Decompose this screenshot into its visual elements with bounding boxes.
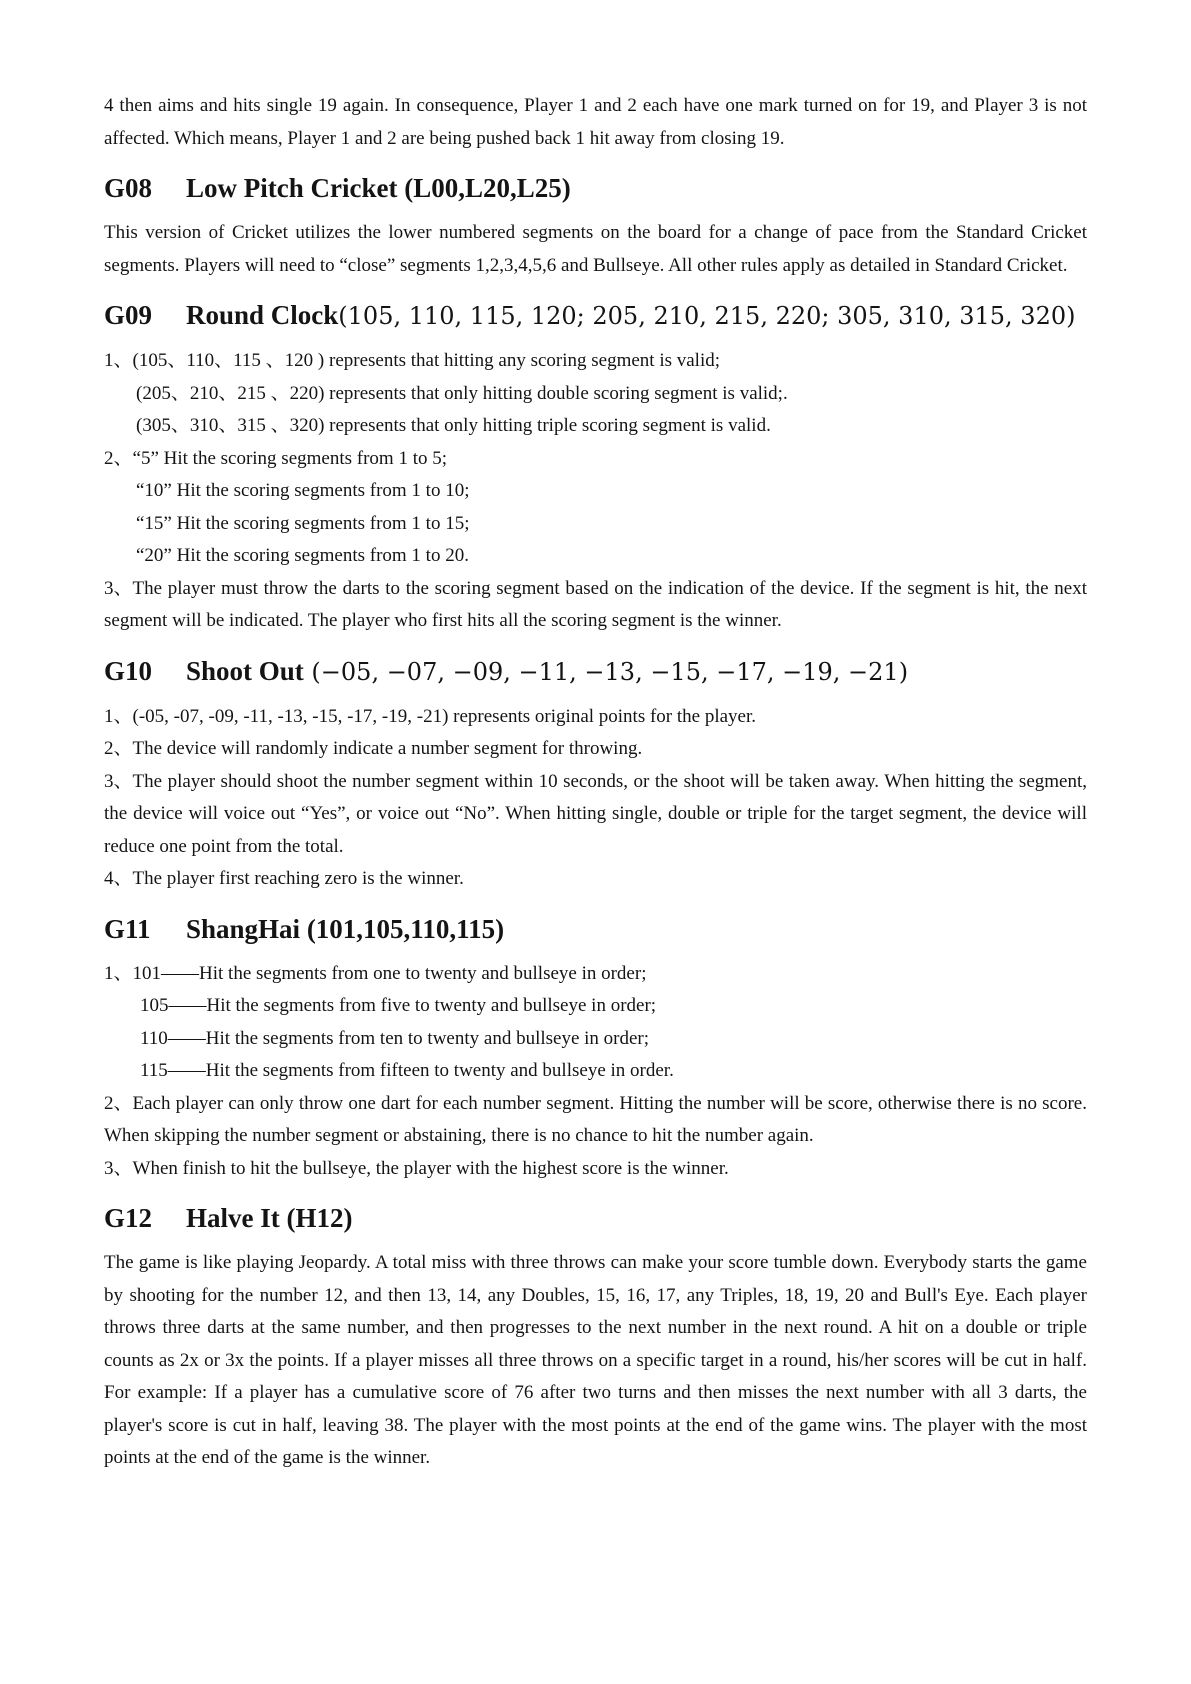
list-item — [104, 443, 1087, 476]
item-text: (-05, -07, -09, -11, -13, -15, -17, -19, -21) represents original points for the player. — [132, 705, 757, 727]
section-heading-g12 — [104, 1201, 1087, 1235]
item-number: 2、 — [104, 738, 133, 759]
game-modes: (101,105,110,115) — [300, 913, 505, 944]
intro-paragraph: 4 then aims and hits single 19 again. In consequence, Player 1 and 2 each have one mark turned on for 19, and Player 3 is not affected. Which means, Player 1 and 2 are being pushed back 1 hit away from closing 19. — [104, 95, 1087, 149]
section-body: This version of Cricket utilizes the lower numbered segments on the board for a change of pace from the Standard Cricket segments. Players will need to “close” segments 1,2,3,4,5,6 and Bullseye. All other rules apply as detailed in Standard Cricket. — [104, 222, 1087, 276]
section-title — [186, 1201, 352, 1235]
section-title — [186, 171, 571, 205]
rule-list — [104, 958, 1087, 1186]
list-subline: “20” Hit the scoring segments from 1 to 20. — [136, 545, 469, 566]
section-code: G10 — [104, 655, 153, 686]
section-g12 — [104, 1201, 1087, 1475]
list-item — [104, 701, 1087, 734]
section-code: G11 — [104, 913, 151, 944]
section-heading-g10 — [104, 654, 1087, 689]
game-name: Halve It — [186, 1203, 280, 1233]
list-subline: 105——Hit the segments from five to twenty and bullseye in order; — [140, 995, 657, 1016]
list-item — [104, 958, 1087, 991]
game-modes: (H12) — [279, 1203, 353, 1233]
list-subline: 110——Hit the segments from ten to twenty and bullseye in order; — [140, 1027, 650, 1049]
item-text: 101——Hit the segments from one to twenty and bullseye in order; — [132, 962, 647, 984]
item-number: 3、 — [104, 770, 133, 792]
game-modes: (−05, −07, −09, −11, −13, −15, −17, −19, −21) — [303, 657, 909, 686]
section-code: G12 — [104, 1203, 153, 1233]
item-text: The device will randomly indicate a number segment for throwing. — [132, 738, 643, 759]
section-title — [186, 298, 1075, 333]
item-number: 4、 — [104, 868, 133, 889]
item-number: 1、 — [104, 962, 133, 984]
game-modes: (L00,L20,L25) — [397, 173, 571, 203]
list-subline: (305、310、315 、320) represents that only hitting triple scoring segment is valid. — [136, 415, 771, 436]
list-item — [104, 766, 1087, 864]
game-name: ShangHai — [186, 913, 301, 944]
list-subline: 115——Hit the segments from fifteen to twenty and bullseye in order. — [140, 1060, 674, 1081]
section-body: The game is like playing Jeopardy. A total miss with three throws can make your score tumble down. Everybody starts the game by shooting for the number 12, and then 13, 14, any Doubles, 15, 16, 17, any Triples, 18, 19, 20 and Bull's Eye. Each player throws three darts at the same number, and then progresses to the next number in the next round. A hit on a double or triple counts as 2x or 3x the points. If a player misses all three throws on a specific target in a round, his/her scores will be cut in half. For example: If a player has a cumulative score of 76 after two turns and then misses the next number with all 3 darts, the player's score is cut in half, leaving 38. The player with the most points at the end of the game wins. The player with the most points at the end of the game is the winner. — [104, 1252, 1087, 1468]
list-subline: (205、210、215 、220) represents that only hitting double scoring segment is valid;. — [136, 382, 788, 404]
item-number: 2、 — [104, 447, 133, 469]
list-item — [104, 573, 1087, 638]
game-name: Round Clock — [186, 300, 339, 330]
section-g11 — [104, 912, 1087, 1186]
section-title — [186, 654, 908, 689]
section-title — [186, 912, 504, 946]
item-number: 3、 — [104, 1157, 133, 1179]
item-text: The player must throw the darts to the scoring segment based on the indication of the device. If the segment is hit, the next segment will be indicated. The player who first hits all the scoring segment is the winner. — [104, 577, 1087, 631]
item-text: Each player can only throw one dart for each number segment. Hitting the number will be score, otherwise there is no score. When skipping the number segment or abstaining, there is no chance to hit the number again. — [104, 1092, 1087, 1146]
game-modes: (105, 110, 115, 120; 205, 210, 215, 220; 305, 310, 315, 320) — [338, 302, 1076, 330]
section-code: G08 — [104, 173, 153, 203]
manual-page — [104, 90, 1087, 1475]
item-text: (105、110、115 、120 ) represents that hitting any scoring segment is valid; — [132, 350, 721, 371]
rule-list — [104, 701, 1087, 896]
item-text: When finish to hit the bullseye, the player with the highest score is the winner. — [132, 1157, 729, 1179]
section-g09 — [104, 298, 1087, 638]
list-subline: “10” Hit the scoring segments from 1 to 10; — [136, 480, 470, 501]
section-heading-g08 — [104, 171, 1087, 205]
item-text: “5” Hit the scoring segments from 1 to 5; — [132, 447, 448, 469]
item-text: The player should shoot the number segment within 10 seconds, or the shoot will be taken away. When hitting the segment, the device will voice out “Yes”, or voice out “No”. When hitting single, double or triple for the target segment, the device will reduce one point from the total. — [104, 770, 1087, 857]
section-heading-g11 — [104, 912, 1087, 946]
section-g08 — [104, 171, 1087, 282]
list-item — [104, 345, 1087, 378]
item-text: The player first reaching zero is the winner. — [132, 868, 464, 889]
item-number: 3、 — [104, 577, 133, 599]
item-number: 1、 — [104, 705, 133, 727]
list-item — [104, 1153, 1087, 1186]
section-code: G09 — [104, 300, 153, 330]
section-g10 — [104, 654, 1087, 896]
game-name: Shoot Out — [186, 655, 304, 686]
section-heading-g09 — [104, 298, 1087, 333]
game-name: Low Pitch Cricket — [186, 173, 398, 203]
rule-list — [104, 345, 1087, 638]
item-number: 2、 — [104, 1092, 133, 1114]
list-item — [104, 863, 1087, 896]
list-item — [104, 1088, 1087, 1153]
item-number: 1、 — [104, 350, 133, 371]
list-item — [104, 733, 1087, 766]
list-subline: “15” Hit the scoring segments from 1 to 15; — [136, 512, 470, 534]
